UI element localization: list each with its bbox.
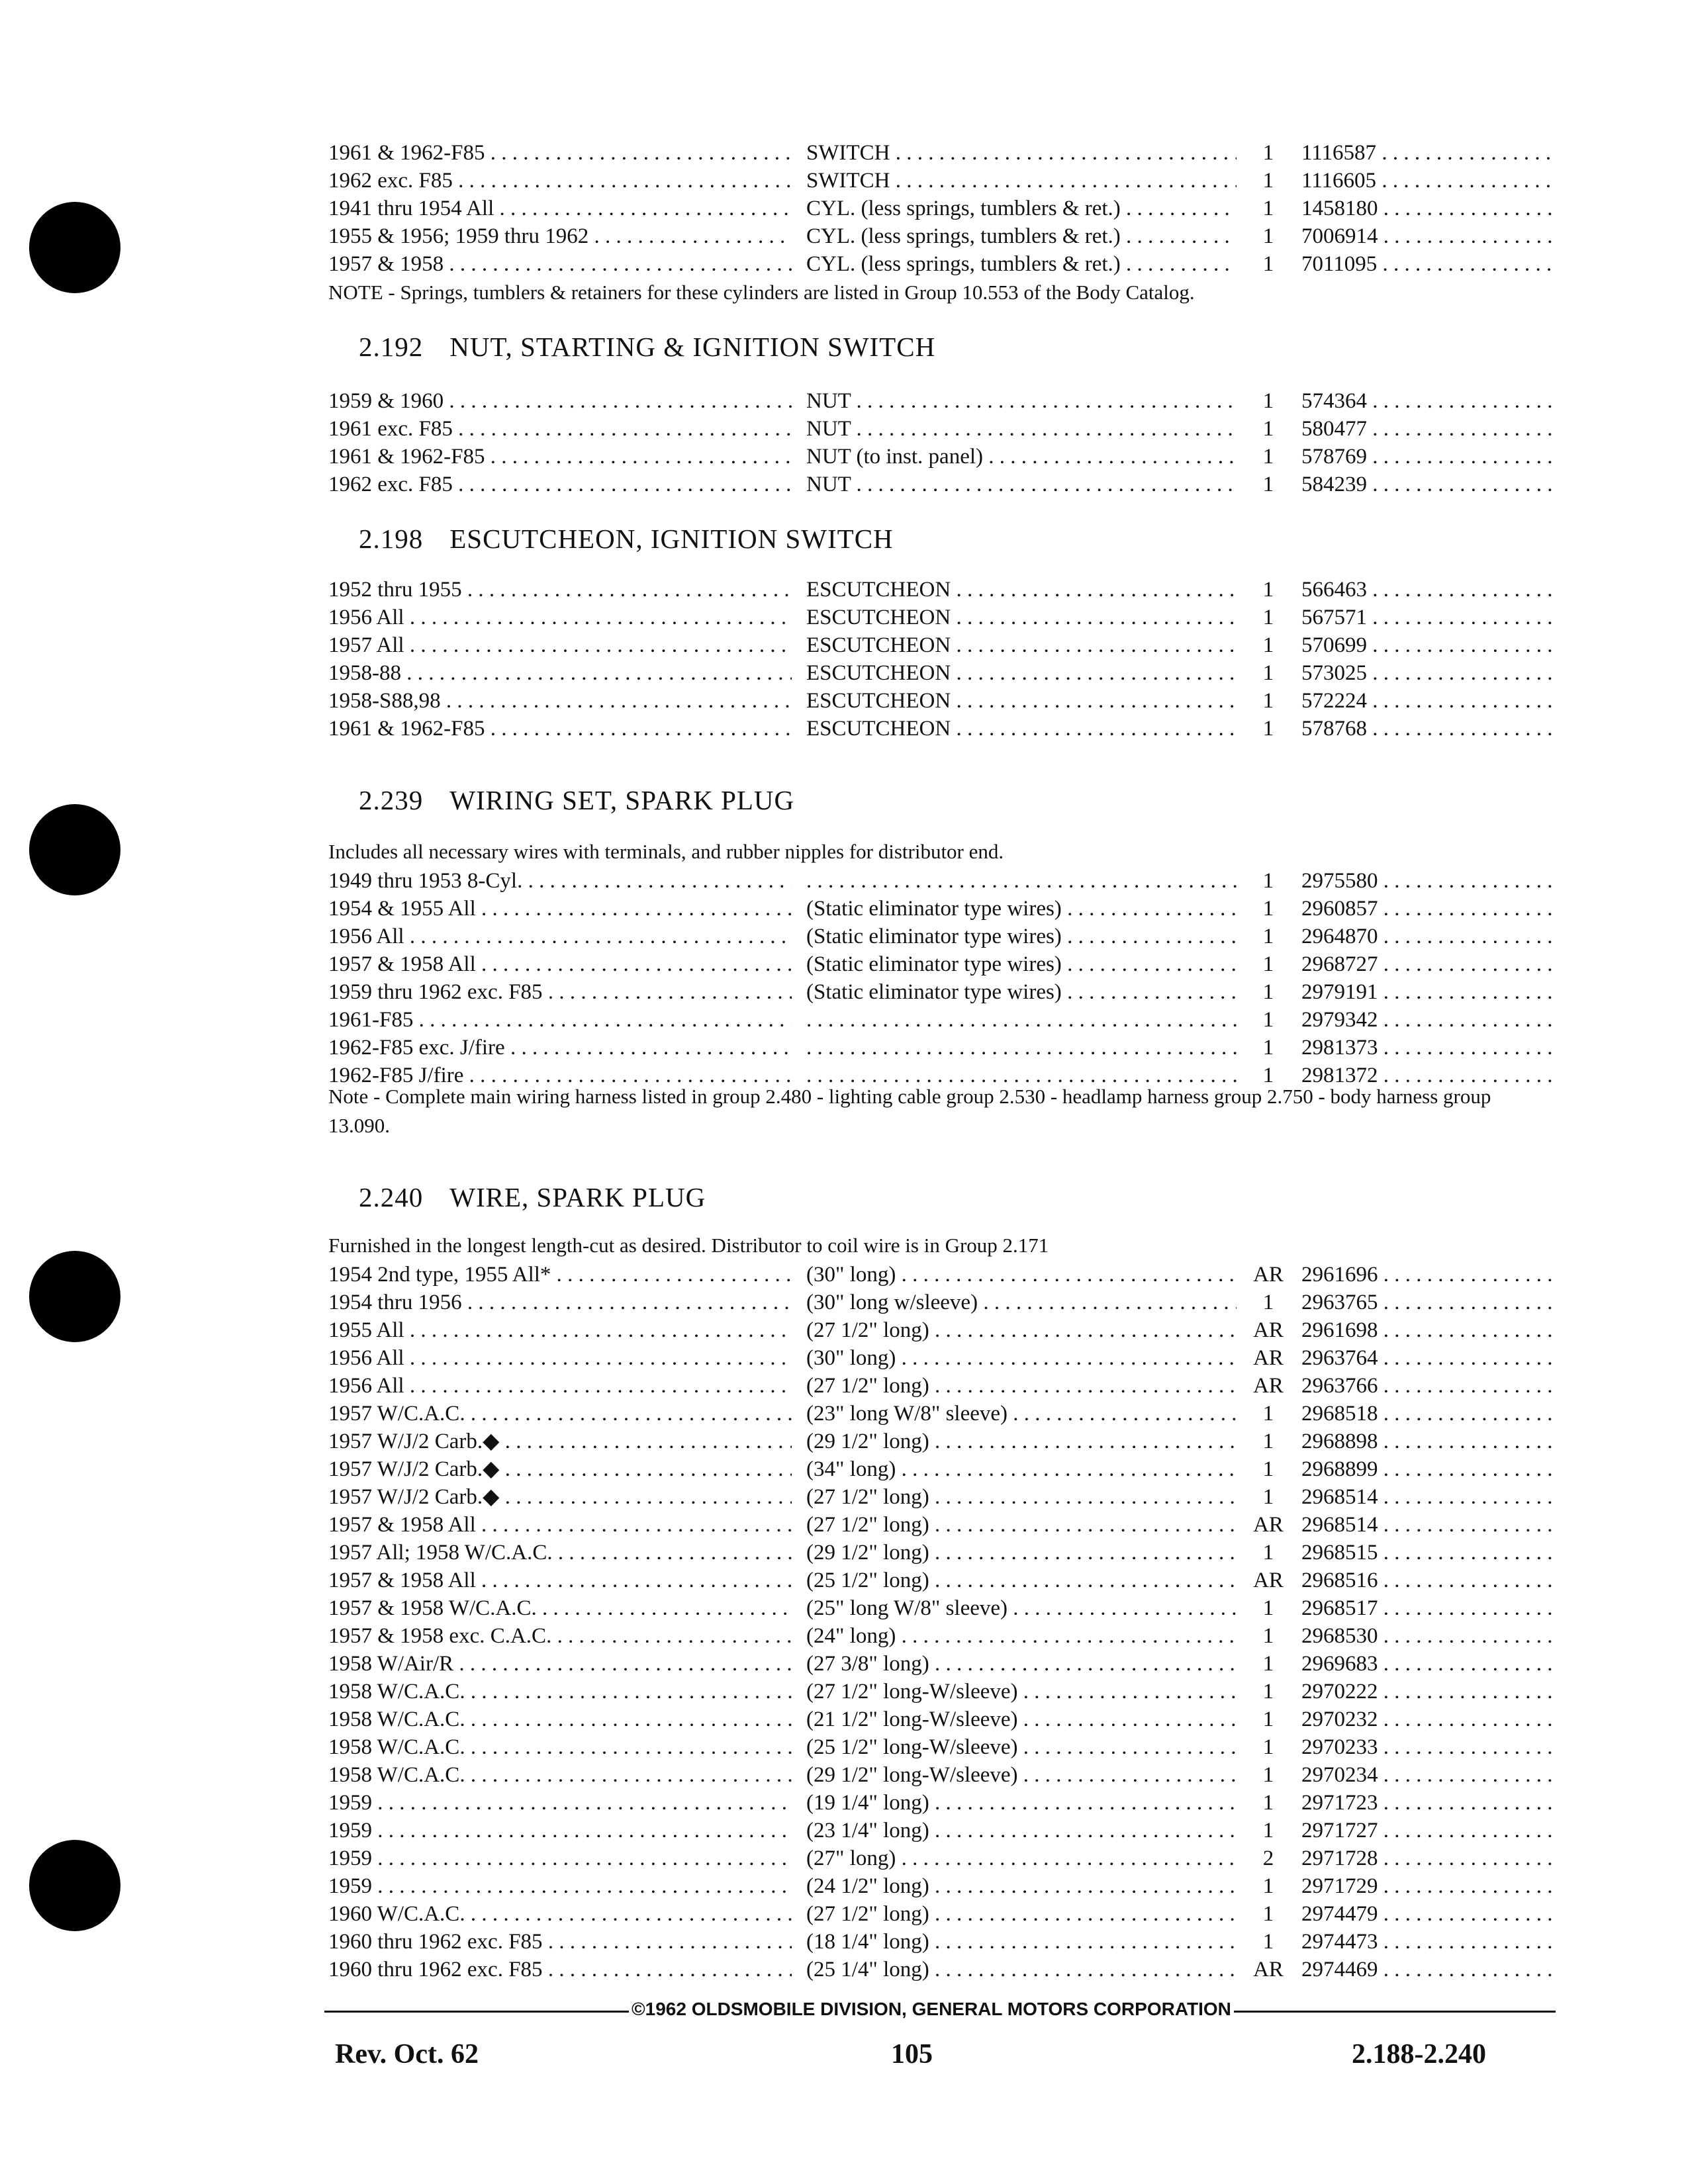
model-cell: 1959 . . . (328, 1844, 792, 1872)
description-cell: SWITCH . . . (806, 167, 1237, 195)
quantity-cell: 1 (1262, 606, 1274, 629)
model-cell: 1958 W/C.A.C. . . . (328, 1706, 792, 1733)
model-cell: 1954 & 1955 All . . . (328, 895, 792, 923)
description-cell: CYL. (less springs, tumblers & ret.) . . . . (806, 250, 1237, 278)
note-text: NOTE - Springs, tumblers & retainers for these cylinders are listed in Group 10.553 of the Body Catalog. (328, 281, 1195, 304)
parts-table (328, 867, 1553, 1089)
model-cell: 1957 & 1958 exc. C.A.C. . . . (328, 1622, 792, 1650)
part-number-cell: 2960857 . . . (1301, 895, 1553, 923)
description-cell: CYL. (less springs, tumblers & ret.) . . . . (806, 195, 1237, 222)
model-cell: 1961 & 1962-F85 . . . (328, 715, 792, 743)
part-number-cell: 2979191 . . . (1301, 978, 1553, 1006)
part-number-cell: 2968899 . . . (1301, 1455, 1553, 1483)
part-number-cell: 7006914 . . . (1301, 222, 1553, 250)
part-number-cell: 2961696 . . . (1301, 1261, 1553, 1289)
part-number-cell: 2968517 . . . (1301, 1594, 1553, 1622)
model-cell: 1957 W/J/2 Carb.◆ . . . (328, 1483, 792, 1511)
section-title: WIRE, SPARK PLUG (449, 1182, 706, 1212)
quantity-cell: 1 (1262, 224, 1274, 248)
part-number-cell: 2974473 . . . (1301, 1928, 1553, 1956)
parts-row (328, 659, 1553, 687)
parts-table (328, 387, 1553, 498)
quantity-cell: 1 (1262, 689, 1274, 713)
model-cell: 1961 & 1962-F85 . . . (328, 443, 792, 471)
quantity-cell: AR (1253, 1958, 1284, 1981)
description-cell: NUT . . . (806, 415, 1237, 443)
parts-row (328, 923, 1553, 950)
parts-row (328, 387, 1553, 415)
quantity-cell: 1 (1262, 1596, 1274, 1620)
part-number-cell: 573025 . . . (1301, 659, 1553, 687)
parts-row (328, 1733, 1553, 1761)
quantity-cell: 1 (1262, 252, 1274, 276)
quantity-cell: 1 (1262, 1008, 1274, 1032)
description-cell: SWITCH . . . (806, 139, 1237, 167)
model-cell: 1958 W/Air/R . . . (328, 1650, 792, 1678)
parts-row (328, 576, 1553, 604)
part-number-cell: 1116605 . . . (1301, 167, 1553, 195)
quantity-cell: 1 (1262, 1402, 1274, 1426)
footer-page-number: 105 (891, 2039, 933, 2070)
quantity-cell: 1 (1262, 717, 1274, 741)
description-cell: (30" long w/sleeve) . . . (806, 1289, 1237, 1316)
part-number-cell: 2963765 . . . (1301, 1289, 1553, 1316)
description-cell: ESCUTCHEON . . . (806, 576, 1237, 604)
part-number-cell: 2968898 . . . (1301, 1428, 1553, 1455)
part-number-cell: 572224 . . . (1301, 687, 1553, 715)
description-cell: (25 1/2" long) . . . (806, 1567, 1237, 1594)
description-cell: (25" long W/8" sleeve) . . . (806, 1594, 1237, 1622)
model-cell: 1957 W/C.A.C. . . . (328, 1400, 792, 1428)
section-number: 2.198 (359, 523, 424, 554)
description-cell: (24 1/2" long) . . . (806, 1872, 1237, 1900)
model-cell: 1962 exc. F85 . . . (328, 167, 792, 195)
model-cell: 1957 & 1958 . . . (328, 250, 792, 278)
description-cell: (21 1/2" long-W/sleeve) . . . (806, 1706, 1237, 1733)
description-cell: (23" long W/8" sleeve) . . . (806, 1400, 1237, 1428)
quantity-cell: AR (1253, 1263, 1284, 1287)
parts-row (328, 1678, 1553, 1706)
model-cell: 1961-F85 . . . (328, 1006, 792, 1034)
description-cell: ESCUTCHEON . . . (806, 604, 1237, 631)
model-cell: 1956 All . . . (328, 1372, 792, 1400)
model-cell: 1958-S88,98 . . . (328, 687, 792, 715)
part-number-cell: 580477 . . . (1301, 415, 1553, 443)
description-cell: CYL. (less springs, tumblers & ret.) . . . . (806, 222, 1237, 250)
part-number-cell: 2968518 . . . (1301, 1400, 1553, 1428)
section-number: 2.192 (359, 332, 424, 362)
quantity-cell: 1 (1262, 417, 1274, 441)
model-cell: 1958-88 . . . (328, 659, 792, 687)
description-cell: (29 1/2" long) . . . (806, 1428, 1237, 1455)
quantity-cell: 1 (1262, 952, 1274, 976)
quantity-cell: AR (1253, 1346, 1284, 1370)
description-cell: (30" long) . . . (806, 1344, 1237, 1372)
quantity-cell: 2 (1262, 1846, 1274, 1870)
quantity-cell: 1 (1262, 1541, 1274, 1565)
model-cell: 1957 All; 1958 W/C.A.C. . . . (328, 1539, 792, 1567)
description-cell: (34" long) . . . (806, 1455, 1237, 1483)
description-cell: (Static eliminator type wires) . . . (806, 950, 1237, 978)
model-cell: 1957 & 1958 All . . . (328, 1511, 792, 1539)
quantity-cell: 1 (1262, 1430, 1274, 1453)
description-cell: (29 1/2" long) . . . (806, 1539, 1237, 1567)
parts-row (328, 167, 1553, 195)
parts-row (328, 415, 1553, 443)
description-cell: (18 1/4" long) . . . (806, 1928, 1237, 1956)
model-cell: 1957 W/J/2 Carb.◆ . . . (328, 1455, 792, 1483)
parts-row (328, 1372, 1553, 1400)
part-number-cell: 2968514 . . . (1301, 1511, 1553, 1539)
model-cell: 1962 exc. F85 . . . (328, 471, 792, 498)
model-cell: 1954 2nd type, 1955 All* . . . (328, 1261, 792, 1289)
model-cell: 1941 thru 1954 All . . . (328, 195, 792, 222)
description-cell: NUT . . . (806, 387, 1237, 415)
quantity-cell: 1 (1262, 1624, 1274, 1648)
part-number-cell: 2963764 . . . (1301, 1344, 1553, 1372)
model-cell: 1959 thru 1962 exc. F85 . . . (328, 978, 792, 1006)
description-cell: NUT (to inst. panel) . . . (806, 443, 1237, 471)
parts-row (328, 631, 1553, 659)
parts-row (328, 139, 1553, 167)
parts-table (328, 1261, 1553, 1983)
part-number-cell: 2968727 . . . (1301, 950, 1553, 978)
parts-row (328, 1344, 1553, 1372)
parts-row (328, 950, 1553, 978)
description-cell: (27 1/2" long) . . . (806, 1316, 1237, 1344)
description-cell: (19 1/4" long) . . . (806, 1789, 1237, 1817)
quantity-cell: 1 (1262, 1819, 1274, 1843)
part-number-cell: 2963766 . . . (1301, 1372, 1553, 1400)
quantity-cell: AR (1253, 1569, 1284, 1592)
section-title: ESCUTCHEON, IGNITION SWITCH (449, 523, 894, 554)
model-cell: 1960 thru 1962 exc. F85 . . . (328, 1956, 792, 1983)
model-cell: 1949 thru 1953 8-Cyl. . . . (328, 867, 792, 895)
part-number-cell: 578768 . . . (1301, 715, 1553, 743)
description-cell: NUT . . . (806, 471, 1237, 498)
footer-rule-left (324, 2011, 635, 2013)
quantity-cell: 1 (1262, 1652, 1274, 1676)
parts-row (328, 1622, 1553, 1650)
parts-row (328, 1594, 1553, 1622)
part-number-cell: 584239 . . . (1301, 471, 1553, 498)
parts-row (328, 1316, 1553, 1344)
quantity-cell: 1 (1262, 1735, 1274, 1759)
parts-row (328, 222, 1553, 250)
quantity-cell: 1 (1262, 1457, 1274, 1481)
section-heading (359, 523, 894, 555)
quantity-cell: 1 (1262, 633, 1274, 657)
description-cell: (Static eliminator type wires) . . . (806, 978, 1237, 1006)
model-cell: 1959 . . . (328, 1789, 792, 1817)
description-cell: ESCUTCHEON . . . (806, 659, 1237, 687)
section-title: NUT, STARTING & IGNITION SWITCH (449, 332, 936, 362)
description-cell: (27 1/2" long-W/sleeve) . . . (806, 1678, 1237, 1706)
part-number-cell: 2974469 . . . (1301, 1956, 1553, 1983)
parts-row (328, 471, 1553, 498)
part-number-cell: 2961698 . . . (1301, 1316, 1553, 1344)
quantity-cell: 1 (1262, 169, 1274, 193)
quantity-cell: 1 (1262, 1763, 1274, 1787)
model-cell: 1958 W/C.A.C. . . . (328, 1678, 792, 1706)
quantity-cell: 1 (1262, 661, 1274, 685)
description-cell: (Static eliminator type wires) . . . (806, 923, 1237, 950)
quantity-cell: 1 (1262, 869, 1274, 893)
model-cell: 1954 thru 1956 . . . (328, 1289, 792, 1316)
parts-row (328, 1034, 1553, 1062)
parts-row (328, 867, 1553, 895)
model-cell: 1957 W/J/2 Carb.◆ . . . (328, 1428, 792, 1455)
description-cell: ESCUTCHEON . . . (806, 631, 1237, 659)
parts-row (328, 1483, 1553, 1511)
note-text: Furnished in the longest length-cut as desired. Distributor to coil wire is in Group 2.171 (328, 1234, 1049, 1257)
binder-hole-4 (29, 1840, 120, 1931)
section-number: 2.240 (359, 1182, 424, 1212)
part-number-cell: 2968514 . . . (1301, 1483, 1553, 1511)
parts-row (328, 1567, 1553, 1594)
model-cell: 1956 All . . . (328, 604, 792, 631)
parts-row (328, 443, 1553, 471)
quantity-cell: AR (1253, 1318, 1284, 1342)
quantity-cell: 1 (1262, 578, 1274, 602)
quantity-cell: 1 (1262, 897, 1274, 921)
model-cell: 1958 W/C.A.C. . . . (328, 1761, 792, 1789)
parts-row (328, 1006, 1553, 1034)
binder-hole-3 (29, 1251, 120, 1342)
description-cell: (29 1/2" long-W/sleeve) . . . (806, 1761, 1237, 1789)
model-cell: 1959 . . . (328, 1872, 792, 1900)
binder-hole-2 (29, 804, 120, 895)
model-cell: 1958 W/C.A.C. . . . (328, 1733, 792, 1761)
quantity-cell: 1 (1262, 389, 1274, 413)
part-number-cell: 2968515 . . . (1301, 1539, 1553, 1567)
quantity-cell: 1 (1262, 445, 1274, 469)
footer-group-range: 2.188-2.240 (1352, 2039, 1486, 2070)
part-number-cell: 2975580 . . . (1301, 867, 1553, 895)
quantity-cell: AR (1253, 1374, 1284, 1398)
part-number-cell: 2971723 . . . (1301, 1789, 1553, 1817)
model-cell: 1961 & 1962-F85 . . . (328, 139, 792, 167)
quantity-cell: 1 (1262, 1485, 1274, 1509)
parts-row (328, 1928, 1553, 1956)
part-number-cell: 2974479 . . . (1301, 1900, 1553, 1928)
parts-row (328, 1706, 1553, 1733)
model-cell: 1955 All . . . (328, 1316, 792, 1344)
model-cell: 1955 & 1956; 1959 thru 1962 . . . (328, 222, 792, 250)
part-number-cell: 2979342 . . . (1301, 1006, 1553, 1034)
section-heading (359, 1181, 706, 1213)
parts-row (328, 715, 1553, 743)
quantity-cell: 1 (1262, 1930, 1274, 1954)
part-number-cell: 2970232 . . . (1301, 1706, 1553, 1733)
part-number-cell: 2969683 . . . (1301, 1650, 1553, 1678)
model-cell: 1957 & 1958 W/C.A.C. . . . (328, 1594, 792, 1622)
quantity-cell: AR (1253, 1513, 1284, 1537)
description-cell (806, 867, 1237, 895)
part-number-cell: 2971727 . . . (1301, 1817, 1553, 1844)
parts-row (328, 1650, 1553, 1678)
part-number-cell: 2970234 . . . (1301, 1761, 1553, 1789)
parts-row (328, 1956, 1553, 1983)
model-cell: 1959 & 1960 . . . (328, 387, 792, 415)
part-number-cell: 2970233 . . . (1301, 1733, 1553, 1761)
description-cell: ESCUTCHEON . . . (806, 687, 1237, 715)
section-number: 2.239 (359, 785, 424, 815)
parts-row (328, 1789, 1553, 1817)
description-cell: (27 1/2" long) . . . (806, 1372, 1237, 1400)
binder-hole-1 (29, 202, 120, 293)
parts-row (328, 1289, 1553, 1316)
part-number-cell: 7011095 . . . (1301, 250, 1553, 278)
model-cell: 1957 & 1958 All . . . (328, 950, 792, 978)
model-cell: 1956 All . . . (328, 923, 792, 950)
parts-row (328, 895, 1553, 923)
quantity-cell: 1 (1262, 141, 1274, 165)
description-cell: (25 1/2" long-W/sleeve) . . . (806, 1733, 1237, 1761)
parts-row (328, 687, 1553, 715)
part-number-cell: 2981373 . . . (1301, 1034, 1553, 1062)
model-cell: 1960 W/C.A.C. . . . (328, 1900, 792, 1928)
parts-row (328, 1817, 1553, 1844)
footer-rule-right (1185, 2011, 1556, 2013)
parts-row (328, 1511, 1553, 1539)
quantity-cell: 1 (1262, 1036, 1274, 1060)
part-number-cell: 566463 . . . (1301, 576, 1553, 604)
section-heading (359, 784, 794, 816)
model-cell: 1962-F85 exc. J/fire . . . (328, 1034, 792, 1062)
description-cell: (23 1/4" long) . . . (806, 1817, 1237, 1844)
part-number-cell: 574364 . . . (1301, 387, 1553, 415)
part-number-cell: 2970222 . . . (1301, 1678, 1553, 1706)
model-cell: 1957 All . . . (328, 631, 792, 659)
model-cell: 1959 . . . (328, 1817, 792, 1844)
quantity-cell: 1 (1262, 197, 1274, 220)
description-cell: (27 1/2" long) . . . (806, 1900, 1237, 1928)
part-number-cell: 1116587 . . . (1301, 139, 1553, 167)
quantity-cell: 1 (1262, 1874, 1274, 1898)
description-cell: (27 3/8" long) . . . (806, 1650, 1237, 1678)
part-number-cell: 2971728 . . . (1301, 1844, 1553, 1872)
note-text: Note - Complete main wiring harness listed in group 2.480 - lighting cable group 2.530 - headlamp harness group 2.750 - body harness group 13.090. (328, 1085, 1491, 1137)
part-number-cell: 578769 . . . (1301, 443, 1553, 471)
part-number-cell: 570699 . . . (1301, 631, 1553, 659)
parts-table (328, 576, 1553, 743)
description-cell: (27 1/2" long) . . . (806, 1511, 1237, 1539)
description-cell (806, 1034, 1237, 1062)
parts-row (328, 604, 1553, 631)
description-cell: ESCUTCHEON . . . (806, 715, 1237, 743)
part-number-cell: 2968516 . . . (1301, 1567, 1553, 1594)
footer-revision: Rev. Oct. 62 (335, 2039, 479, 2070)
parts-row (328, 1261, 1553, 1289)
quantity-cell: 1 (1262, 473, 1274, 496)
quantity-cell: 1 (1262, 980, 1274, 1004)
note-text: Includes all necessary wires with terminals, and rubber nipples for distributor end. (328, 840, 1004, 863)
model-cell: 1961 exc. F85 . . . (328, 415, 792, 443)
model-cell: 1952 thru 1955 . . . (328, 576, 792, 604)
parts-row (328, 1761, 1553, 1789)
description-cell: (27 1/2" long) . . . (806, 1483, 1237, 1511)
parts-row (328, 1400, 1553, 1428)
parts-row (328, 1455, 1553, 1483)
part-number-cell: 2981372 . . . (1301, 1062, 1553, 1089)
description-cell: (Static eliminator type wires) . . . (806, 895, 1237, 923)
quantity-cell: 1 (1262, 1680, 1274, 1704)
part-number-cell: 2964870 . . . (1301, 923, 1553, 950)
description-cell: (27" long) . . . (806, 1844, 1237, 1872)
parts-row (328, 1844, 1553, 1872)
part-number-cell: 567571 . . . (1301, 604, 1553, 631)
model-cell: 1960 thru 1962 exc. F85 . . . (328, 1928, 792, 1956)
parts-row (328, 250, 1553, 278)
part-number-cell: 1458180 . . . (1301, 195, 1553, 222)
part-number-cell: 2971729 . . . (1301, 1872, 1553, 1900)
description-cell: (30" long) . . . (806, 1261, 1237, 1289)
description-cell: (24" long) . . . (806, 1622, 1237, 1650)
part-number-cell: 2968530 . . . (1301, 1622, 1553, 1650)
model-cell: 1962-F85 J/fire . . . (328, 1062, 792, 1089)
section-heading (359, 331, 935, 363)
quantity-cell: 1 (1262, 925, 1274, 948)
section-title: WIRING SET, SPARK PLUG (449, 785, 795, 815)
parts-row (328, 1900, 1553, 1928)
parts-row (328, 1428, 1553, 1455)
parts-row (328, 1539, 1553, 1567)
quantity-cell: 1 (1262, 1791, 1274, 1815)
parts-table (328, 139, 1553, 278)
description-cell (806, 1006, 1237, 1034)
description-cell: (25 1/4" long) . . . (806, 1956, 1237, 1983)
parts-row (328, 195, 1553, 222)
parts-row (328, 1872, 1553, 1900)
quantity-cell: 1 (1262, 1707, 1274, 1731)
footer-copyright: ©1962 OLDSMOBILE DIVISION, GENERAL MOTORS CORPORATION (629, 1999, 1234, 2020)
model-cell: 1956 All . . . (328, 1344, 792, 1372)
quantity-cell: 1 (1262, 1902, 1274, 1926)
quantity-cell: 1 (1262, 1291, 1274, 1314)
quantity-cell: 1 (1262, 1064, 1274, 1087)
parts-row (328, 978, 1553, 1006)
model-cell: 1957 & 1958 All . . . (328, 1567, 792, 1594)
